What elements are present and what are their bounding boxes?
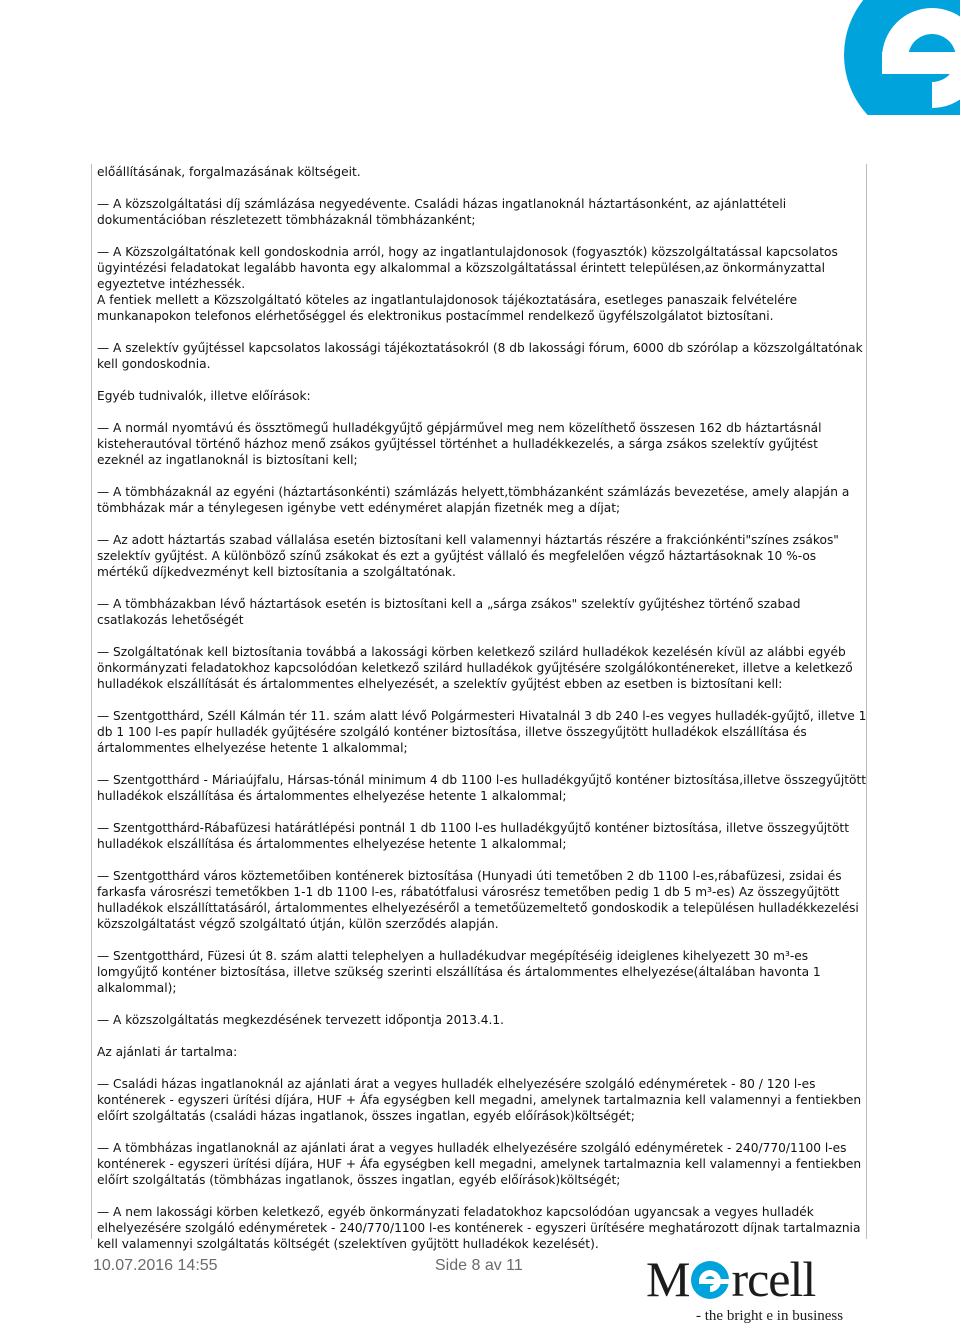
paragraph: — A Közszolgáltatónak kell gondoskodnia arról, hogy az ingatlantulajdonosok (fogyasztók) közszolgáltatással kapcsolatos ügyintézési feladatokat legalább havonta egy alkalommal a közszolgáltatással érintett településen,az önkormányzattal egyeztetve intézhessék.	[97, 245, 838, 291]
brand-tagline: - the bright e in business	[696, 1308, 844, 1324]
brand-logo	[646, 1250, 886, 1329]
paragraph: — A normál nyomtávú és össztömegű hulladékgyűjtő gépjárművel meg nem közelíthető összesen 162 db háztartásnál kisteherautóval történő házhoz menő zsákos gyűjtéssel történhet a hulladékkezelés, a sárga zsákos szelektív gyűjtést ezeknél az ingatlanoknál is biztosítani kell;	[97, 421, 822, 467]
section-heading: Egyéb tudnivalók, illetve előírások:	[97, 389, 311, 403]
footer-timestamp: 10.07.2016 14:55	[93, 1257, 218, 1274]
document-body	[97, 164, 867, 1252]
paragraph: — Az adott háztartás szabad vállalása esetén biztosítani kell valamennyi háztartás részére a frakciónkénti"színes zsákos" szelektív gyűjtést. A különböző színű zsákokat és ezt a gyűjtést vállaló és megfelelően végző háztartásoknak 10 %-os mértékű díjkedvezményt kell biztosítania a szolgáltatónak.	[97, 533, 839, 579]
paragraph: előállításának, forgalmazásának költségeit.	[97, 165, 361, 179]
paragraph: — Szolgáltatónak kell biztosítania továbbá a lakossági körben keletkező szilárd hulladékok kezelésén kívül az alábbi egyéb önkormányzati feladatokhoz kapcsolódóan keletkező szilárd hulladékok gyűjtésére szolgálókonténereket, illetve a keletkező hulladékok elszállítását és ártalommentes elhelyezését, a szelektív gyűjtést ebben az esetben is biztosítani kell:	[97, 645, 853, 691]
paragraph: — Családi házas ingatlanoknál az ajánlati árat a vegyes hulladék elhelyezésére szolgáló edényméretek - 80 / 120 l-es konténerek - egyszeri ürítési díjára, HUF + Áfa egységben kell megadni, amelynek tartalmaznia kell valamennyi a fentiekben előírt szolgáltatás (családi házas ingatlanok, összes ingatlan, egyéb előírások)költségét;	[97, 1077, 862, 1123]
paragraph: A fentiek mellett a Közszolgáltató köteles az ingatlantulajdonosok tájékoztatására, esetleges panaszaik felvételére munkanapokon telefonos elérhetőséggel és elektronikus postacímmel rendelkező ügyfélszolgálatot biztosítani.	[97, 293, 798, 323]
brand-name-left: M	[646, 1251, 690, 1307]
paragraph: — A nem lakossági körben keletkező, egyéb önkormányzati feladatokhoz kapcsolódóan ugyancsak a vegyes hulladék elhelyezésére szolgáló edényméretek - 240/770/1100 l-es konténerek - egyszeri ürítésére meghatározott díjnak tartalmaznia kell valamennyi szolgáltatás költségét (szelektíven gyűjtött hulladékok kezelését).	[97, 1205, 861, 1251]
brand-e-mark-icon	[820, 0, 960, 115]
paragraph: — Szentgotthárd - Máriaújfalu, Hársas-tónál minimum 4 db 1100 l-es hulladékgyűjtő konténer biztosítása,illetve összegyűjtött hulladékok elszállítása és ártalommentes elhelyezése hetente 1 alkalommal;	[97, 773, 867, 803]
paragraph: — A tömbházakban lévő háztartások esetén is biztosítani kell a „sárga zsákos" szelektív gyűjtéshez történő szabad csatlakozás lehetőségét	[97, 597, 801, 627]
paragraph: — Szentgotthárd város köztemetőiben konténerek biztosítása (Hunyadi úti temetőben 2 db 1100 l-es,rábafüzesi, zsidai és farkasfa városrészi temetőkben 1-1 db 1100 l-es, rábatótfalusi városrész temetőben pedig 1 db 5 m³-es) Az összegyűjtött hulladékok elszállíttatásáról, ártalommentes elhelyezéséről a temetőüzemeltető gondoskodik a településen hulladékkezelési közszolgáltatást végző szolgáltató útján, külön szerződés alapján.	[97, 869, 859, 931]
paragraph: — A szelektív gyűjtéssel kapcsolatos lakossági tájékoztatásokról (8 db lakossági fórum, 6000 db szórólap a közszolgáltatónak kell gondoskodnia.	[97, 341, 863, 371]
paragraph: — A közszolgáltatási díj számlázása negyedévente. Családi házas ingatlanoknál háztartásonként, az ajánlattételi dokumentációban részletezett tömbházaknál tömbházanként;	[97, 197, 787, 227]
section-heading: Az ajánlati ár tartalma:	[97, 1045, 238, 1059]
paragraph: — Szentgotthárd, Széll Kálmán tér 11. szám alatt lévő Polgármesteri Hivatalnál 3 db 240 l-es vegyes hulladék-gyűjtő, illetve 1 db 1 100 l-es papír hulladék gyűjtésére szolgáló konténer biztosítása, illetve összegyűjtött hulladékok elszállítása és ártalommentes elhelyezése hetente 1 alkalommal;	[97, 709, 867, 755]
paragraph: — A tömbházas ingatlanoknál az ajánlati árat a vegyes hulladék elhelyezésére szolgáló edényméretek - 240/770/1100 l-es konténerek - egyszeri ürítési díjára, HUF + Áfa egységben kell megadni, amelynek tartalmaznia kell valamennyi a fentiekben előírt szolgáltatás (tömbházas ingatlanok, összes ingatlan, egyéb előírások)költségét;	[97, 1141, 862, 1187]
footer-page-number: Side 8 av 11	[435, 1257, 523, 1274]
paragraph: — A tömbházaknál az egyéni (háztartásonkénti) számlázás helyett,tömbházanként számlázás bevezetése, amely alapján a tömbházak már a ténylegesen igénybe vett edényméret alapján fizetnék meg a díjat;	[97, 485, 850, 515]
paragraph: — Szentgotthárd, Füzesi út 8. szám alatti telephelyen a hulladékudvar megépítéséig ideiglenes kihelyezett 30 m³-es lomgyűjtő konténer biztosítása, illetve szükség szerinti elszállítása és ártalommentes elhelyezése(általában havonta 1 alkalommal);	[97, 949, 821, 995]
paragraph: — Szentgotthárd-Rábafüzesi határátlépési pontnál 1 db 1100 l-es hulladékgyűjtő konténer biztosítása, illetve összegyűjtött hulladékok elszállítása és ártalommentes elhelyezése hetente 1 alkalommal;	[97, 821, 849, 851]
left-margin-rule	[91, 164, 92, 1239]
brand-name-right: rcell	[731, 1251, 816, 1307]
paragraph: — A közszolgáltatás megkezdésének tervezett időpontja 2013.4.1.	[97, 1013, 504, 1027]
brand-e-icon	[690, 1260, 730, 1300]
brand-wordmark	[646, 1250, 815, 1308]
